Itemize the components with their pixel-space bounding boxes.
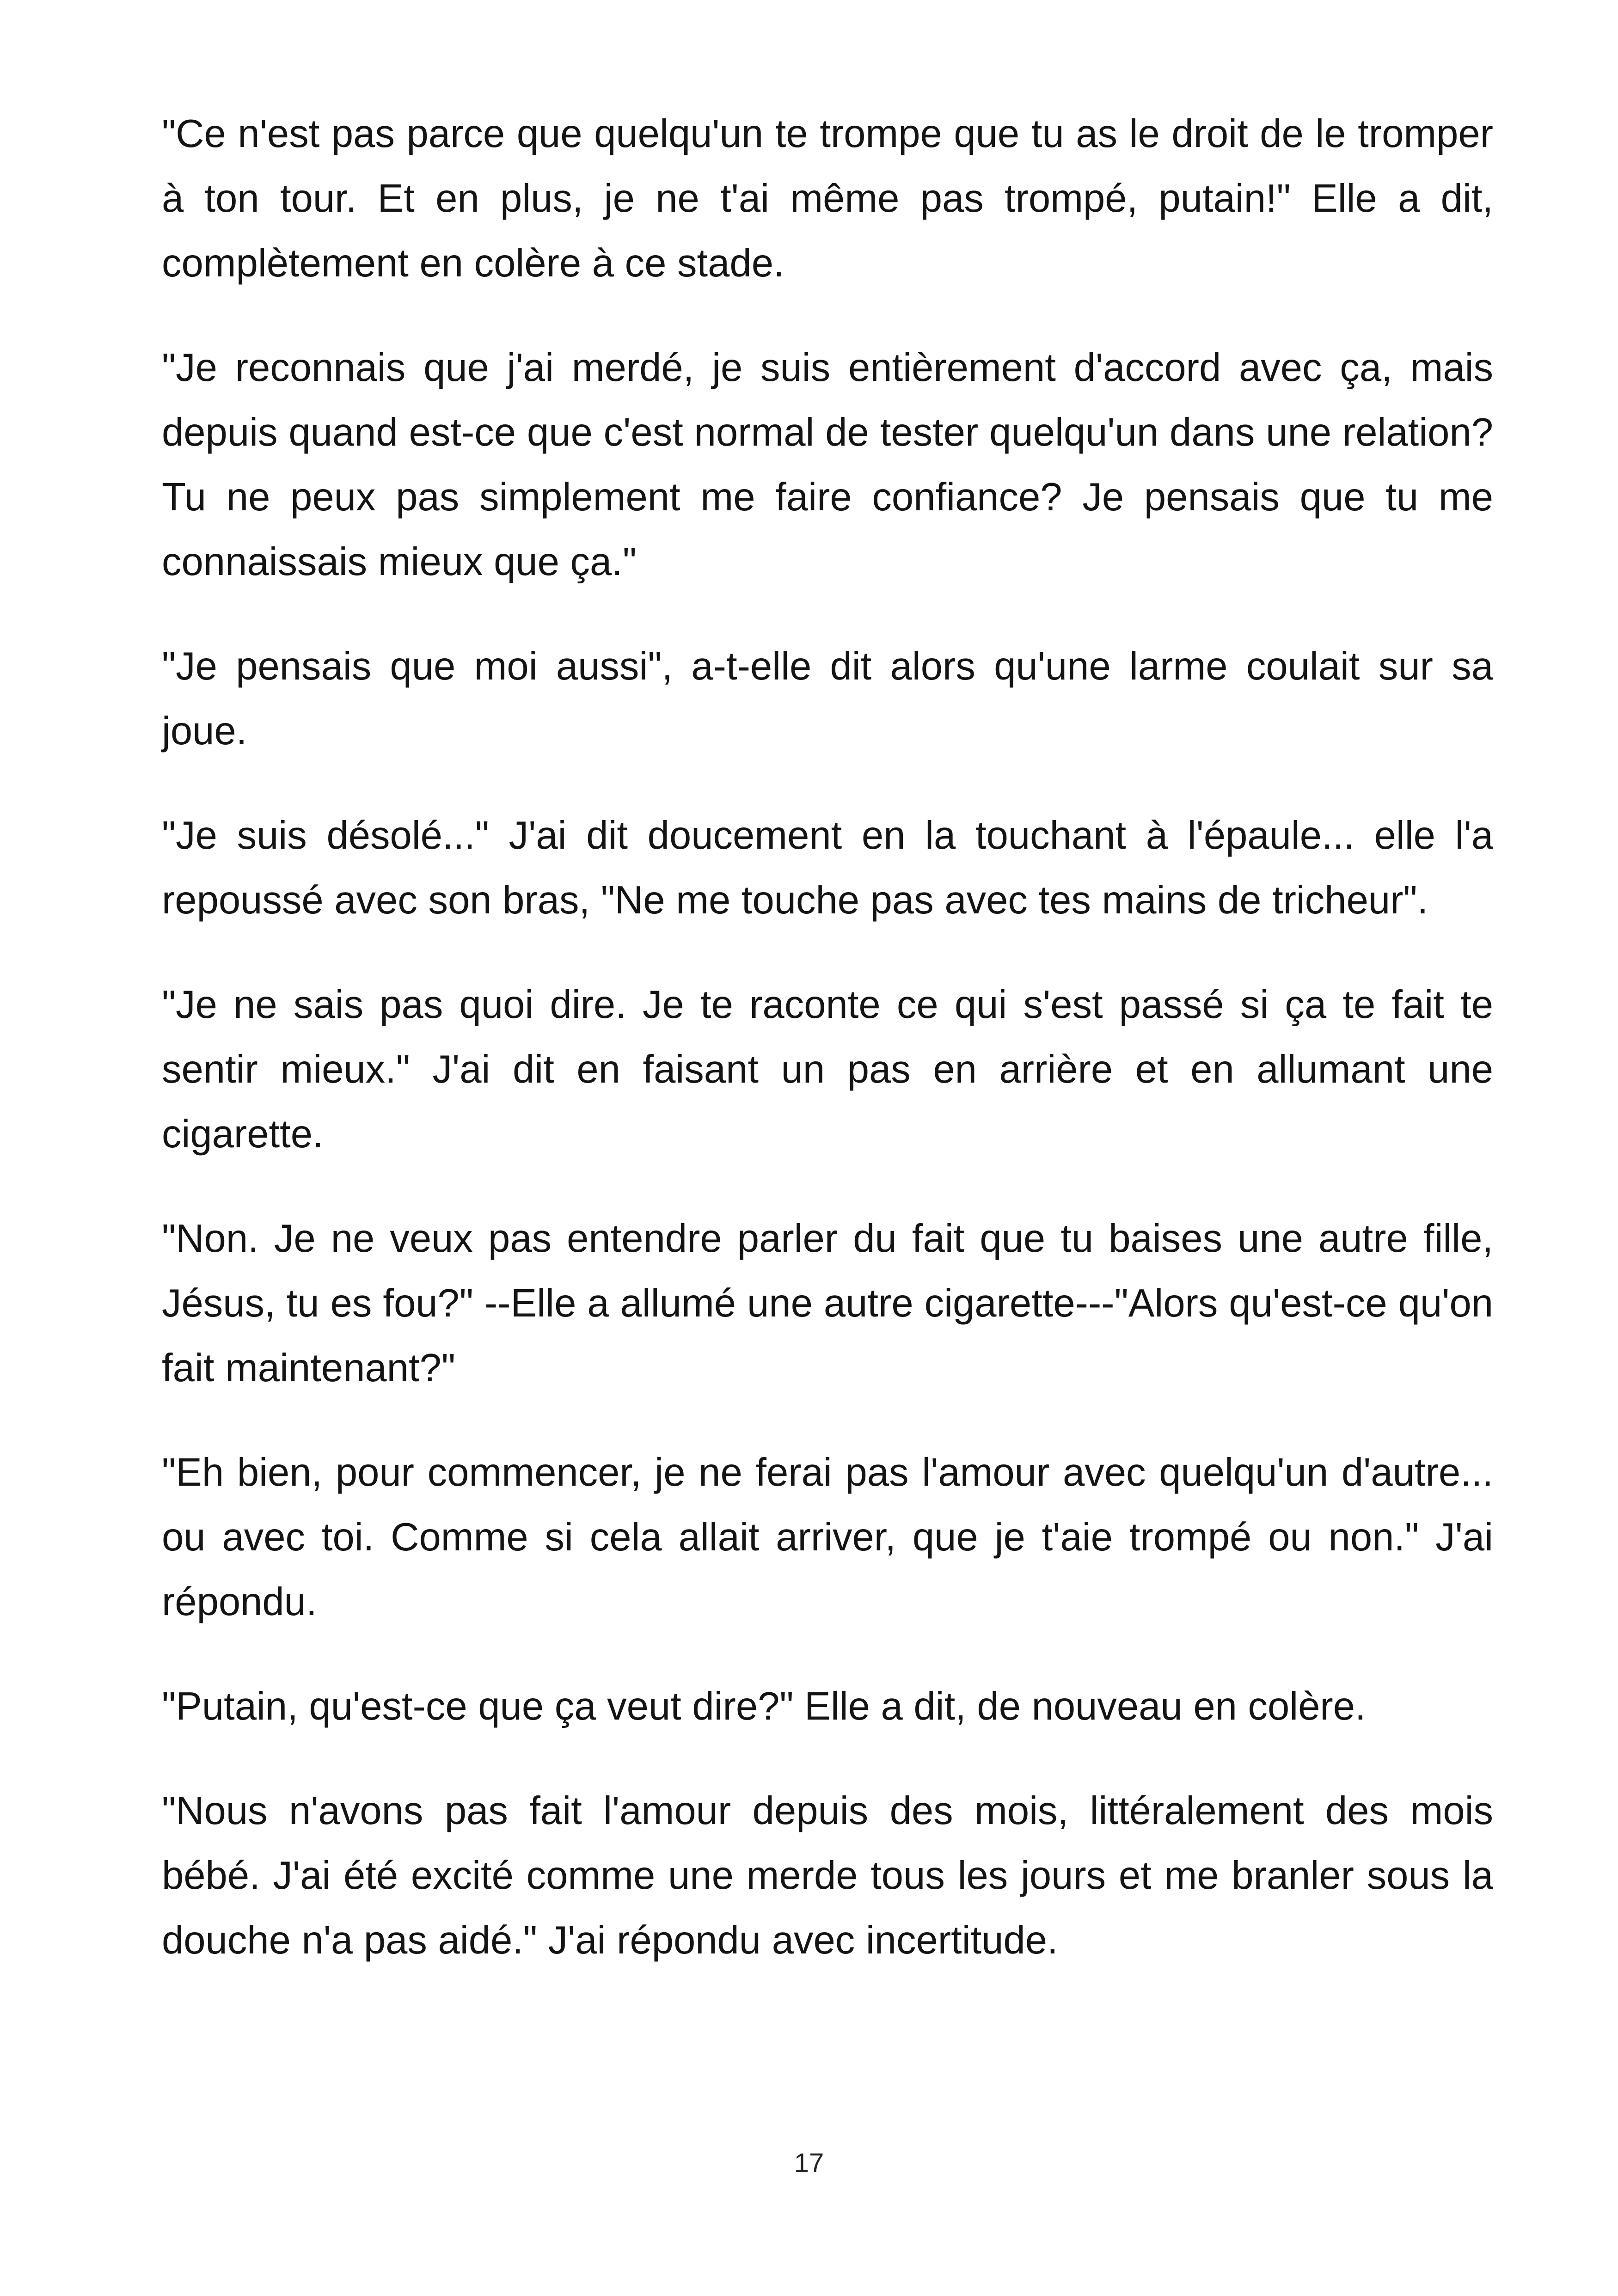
paragraph-9: "Nous n'avons pas fait l'amour depuis des mois, littéralement des mois bébé. J'ai été excité comme une merde tous les jours et me branler sous la douche n'a pas aidé." J'ai répondu avec incertitude. <box>162 1789 1493 1962</box>
paragraph-4: "Je suis désolé..." J'ai dit doucement en la touchant à l'épaule... elle l'a repoussé avec son bras, "Ne me touche pas avec tes mains de tricheur". <box>162 814 1493 922</box>
body-text <box>162 102 1493 2013</box>
paragraph-8: "Putain, qu'est-ce que ça veut dire?" Elle a dit, de nouveau en colère. <box>162 1684 1366 1728</box>
paragraph-2: "Je reconnais que j'ai merdé, je suis entièrement d'accord avec ça, mais depuis quand est-ce que c'est normal de tester quelqu'un dans une relation? Tu ne peux pas simplement me faire confiance? Je pensais que tu me connaissais mieux que ça." <box>162 346 1493 584</box>
paragraph-7: "Eh bien, pour commencer, je ne ferai pas l'amour avec quelqu'un d'autre... ou avec toi. Comme si cela allait arriver, que je t'aie trompé ou non." J'ai répondu. <box>162 1451 1493 1624</box>
page-number: 17 <box>794 2148 824 2178</box>
paragraph-1: "Ce n'est pas parce que quelqu'un te trompe que tu as le droit de le tromper à ton tour. Et en plus, je ne t'ai même pas trompé, putain!" Elle a dit, complètement en colère à ce stade. <box>162 112 1493 285</box>
paragraph-5: "Je ne sais pas quoi dire. Je te raconte ce qui s'est passé si ça te fait te sentir mieux." J'ai dit en faisant un pas en arrière et en allumant une cigarette. <box>162 983 1493 1156</box>
paragraph-3: "Je pensais que moi aussi", a-t-elle dit alors qu'une larme coulait sur sa joue. <box>162 644 1493 753</box>
paragraph-6: "Non. Je ne veux pas entendre parler du fait que tu baises une autre fille, Jésus, tu es fou?" --Elle a allumé une autre cigarette---"Alors qu'est-ce qu'on fait maintenant?" <box>162 1217 1493 1390</box>
